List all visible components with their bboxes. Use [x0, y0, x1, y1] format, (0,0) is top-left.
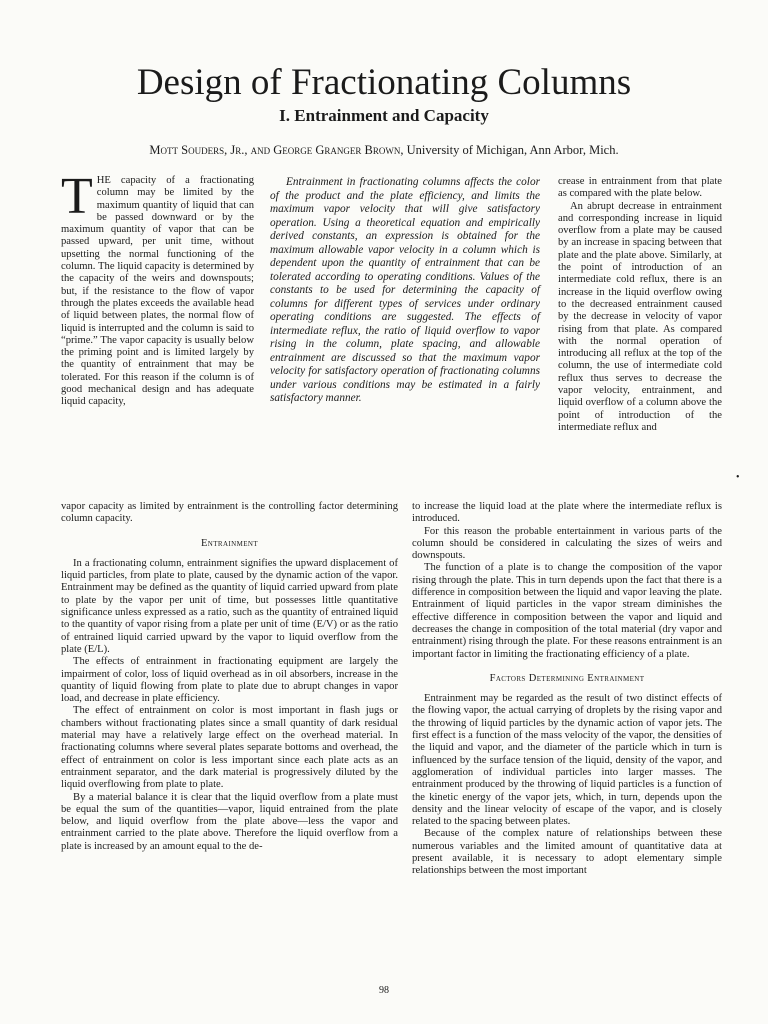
margin-mark: •	[736, 472, 740, 483]
col3-paragraph-2: An abrupt decrease in entrainment and corresponding increase in liquid overflow from a plate may be caused by an increase in spacing between that plate and the plate above. Similarly, at the point of introduction of an intermediate cold reflux, there is an increase in the liquid overflow owing to the decreased entrainment caused by the decrease in velocity of vapor rising from that plate. As compared with the normal operation of introducing all reflux at the top of the column, the use of intermediate cold reflux thus serves to decrease the vapor velocity, entrainment, and liquid overflow of a column above the point of introduction of the intermediate reflux and	[558, 200, 722, 433]
right-lower-column	[412, 501, 722, 878]
col3-paragraph-1: crease in entrainment from that plate as compared with the plate below.	[558, 176, 722, 200]
author-line	[0, 142, 768, 158]
right-paragraph-2: The function of a plate is to change the composition of the vapor rising through the plate. This in turn depends upon the fact that there is a difference in composition between the liquid and vapor leaving the plate. Entrainment of liquid particles in the vapor stream diminishes the effective difference in composition between the vapor and liquid and decreases the change in composition of the total material (dry vapor and entrainment) rising through the plate. For these reasons entrainment is an important factor in limiting the fractionating efficiency of a plate.	[412, 562, 722, 660]
left-lower-column	[61, 501, 398, 853]
factors-paragraph-2: Because of the complex nature of relationships between these numerous variables and the limited amount of quantitative data at present available, it is necessary to adopt elementary simple relationships between the most important	[412, 828, 722, 877]
intro-continuation: vapor capacity as limited by entrainment is the controlling factor determining column capacity.	[61, 501, 398, 525]
section-heading-factors: Factors Determining Entrainment	[489, 672, 645, 684]
article-subtitle: I. Entrainment and Capacity	[279, 106, 489, 125]
right-top-column	[558, 176, 722, 434]
abstract-text: Entrainment in fractionating columns affects the color of the product and the plate efficiency, and limits the maximum vapor velocity that will give satisfactory operation. Using a theoretical equation and empirically derived constants, an expression is obtained for the maximum allowable vapor velocity in a column which is dependent upon the quantity of entrainment that can be tolerated according to operating conditions. Values of the constants to be used for determining the capacity of columns for different types of services under ordinary operating conditions are suggested. The effects of intermediate reflux, the ratio of liquid overflow to vapor rising in the column, plate spacing, and allowable entrainment are discussed so that the maximum vapor velocity for satisfactory operation of fractionating columns under various conditions may be estimated in a fairly satisfactory manner.	[270, 176, 540, 404]
right-paragraph-1: For this reason the probable entertainment in various parts of the column should be considered in calculating the sizes of weirs and downspouts.	[412, 525, 722, 562]
factors-paragraph-1: Entrainment may be regarded as the result of two distinct effects of the flowing vapor, the actual carrying of droplets by the rising vapor and the throwing of liquid particles by the dynamic action of vapor jets. The first effect is a function of the mass velocity of the vapor, the densities of the liquid and vapor, and the diameter of the particle which in turn is influenced by the surface tension of the liquid, density of the vapor, and agglomeration of individual particles into larger masses. The entrainment produced by the throwing of liquid particles is a function of the kinetic energy of the vapor jets, which, in turn, depends upon the density and the linear velocity of escape of the vapor, and is closely related to the spacing between plates.	[412, 693, 722, 828]
intro-paragraph	[61, 168, 254, 409]
author-names: Mott Souders, Jr., and George Granger Brown,	[149, 143, 404, 157]
author-affiliation: University of Michigan, Ann Arbor, Mich.	[406, 143, 619, 157]
entrainment-paragraph-4: By a material balance it is clear that the liquid overflow from a plate must be equal the sum of the quantities—vapor, liquid entrained from the plate below, and liquid overflow from the plate above—less the vapor and entrainment carried to the plate above. Therefore the liquid overflow from a plate is increased by an amount equal to the de-	[61, 791, 398, 852]
page-number: 98	[379, 985, 389, 996]
entrainment-paragraph-3: The effect of entrainment on color is most important in flash jugs or chambers without fractionating plates since a small quantity of dark residual material may have a relatively large effect on the overhead material. In fractionating columns where several plates separate bottoms and overhead, the effect of entrainment on color is less important since each plate acts as an entrainment separator, and the dark material is progressively diluted by the liquid overflowing from plate to plate.	[61, 705, 398, 791]
right-continuation: to increase the liquid load at the plate where the intermediate reflux is introduced.	[412, 501, 722, 525]
abstract-column	[270, 176, 540, 406]
intro-text: HE capacity of a fractionating column may be limited by the maximum quantity of liquid that can be passed downward or by the maximum quantity of vapor that can be passed upward, per unit time, without upsetting the normal functioning of the column. The liquid capacity is determined by the capacity of the weirs and downspouts; but, if the resistance to the flow of vapor through the plates exceeds the available head of liquid between plates, the normal flow of liquid is interrupted and the column is said to “prime.” The vapor capacity is usually below the priming point and is limited largely by the quantity of entrainment that may be tolerated. For this reason if the column is of good mechanical design and has adequate liquid capacity,	[61, 175, 254, 408]
intro-column	[61, 168, 254, 409]
article-title: Design of Fractionating Columns	[136, 62, 632, 103]
entrainment-paragraph-2: The effects of entrainment in fractionating equipment are largely the impairment of color, loss of liquid overhead as in oil absorbers, increase in the quantity of liquid flowing from plate to plate due to abrupt changes in vapor load, and decrease in plate efficiency.	[61, 656, 398, 705]
section-heading-entrainment: Entrainment	[200, 537, 259, 549]
drop-cap: T	[61, 168, 93, 225]
entrainment-paragraph-1: In a fractionating column, entrainment signifies the upward displacement of liquid particles, from plate to plate, caused by the dynamic action of the vapor. Entrainment may be defined as the quantity of liquid carried upward from plate to plate by the vapor per unit of time, but possesses little quantitative significance unless expressed as a ratio, such as the quantity of entrained liquid to the quantity of vapor rising from a plate per unit of time (E/V) or as the ratio of entrained liquid carried upward by the vapor to liquid overflow from the plate (E/L).	[61, 557, 398, 655]
